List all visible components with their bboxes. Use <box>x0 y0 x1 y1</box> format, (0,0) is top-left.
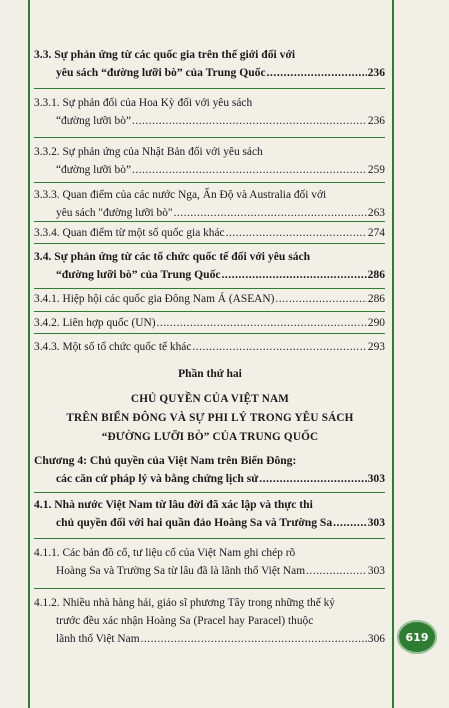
toc-entry-text: lãnh thổ Việt Nam <box>56 633 140 645</box>
toc-page-number: 236 <box>367 115 385 127</box>
toc-entry-text: 4.1.2. Nhiều nhà hàng hải, giáo sĩ phương Tây trong những thế kỷ <box>34 597 335 609</box>
dot-leader <box>226 224 367 242</box>
toc-entry-text: 3.3.4. Quan điểm từ một số quốc gia khác <box>34 227 225 239</box>
toc-page-number: 303 <box>367 565 385 577</box>
toc-entry-text: Hoàng Sa và Trường Sa từ lâu đã là lãnh thổ Việt Nam <box>56 565 306 577</box>
toc-entry-4-1[interactable] <box>34 496 385 532</box>
dot-leader <box>141 630 367 648</box>
toc-entry-text: 3.4.3. Một số tổ chức quốc tế khác <box>34 341 192 353</box>
divider <box>34 492 385 493</box>
dot-leader <box>157 314 367 332</box>
divider <box>34 221 385 222</box>
divider <box>34 137 385 138</box>
part-subtitle-line-2: TRÊN BIỂN ĐÔNG VÀ SỰ PHI LÝ TRONG YÊU SÁCH <box>66 412 354 424</box>
dot-leader <box>192 338 367 356</box>
toc-entry-text: “đường lưỡi bò” <box>56 164 132 176</box>
toc-entry-text: 3.3.1. Sự phản đối của Hoa Kỳ đối với yêu sách <box>34 97 253 109</box>
dot-leader <box>222 266 367 284</box>
toc-entry-text: 3.4.2. Liên hợp quốc (UN) <box>34 317 156 329</box>
dot-leader <box>132 161 367 179</box>
toc-entry-text: “đường lưỡi bò” của Trung Quốc <box>56 268 221 281</box>
toc-entry-3-4-1[interactable] <box>34 290 385 308</box>
dot-leader <box>275 290 366 308</box>
part-subtitle-line-3: “ĐƯỜNG LƯỠI BÒ” CỦA TRUNG QUỐC <box>101 431 319 443</box>
dot-leader <box>132 112 367 130</box>
toc-page-number: 259 <box>367 164 385 176</box>
toc-entry-text: 3.4. Sự phản ứng từ các tổ chức quốc tế đối với yêu sách <box>34 250 311 263</box>
divider <box>34 588 385 589</box>
toc-entry-text: 3.3.2. Sự phản ứng của Nhật Bản đối với yêu sách <box>34 146 263 158</box>
divider <box>34 88 385 89</box>
toc-entry-text: yêu sách “đường lưỡi bò” của Trung Quốc <box>56 66 266 79</box>
divider <box>34 243 385 244</box>
toc-page-number: 286 <box>367 268 385 281</box>
toc-entry-text: 4.1.1. Các bản đồ cổ, tư liệu cổ của Việt Nam ghi chép rõ <box>34 547 296 559</box>
dot-leader <box>174 204 367 222</box>
part-subtitle-line-1: CHỦ QUYỀN CỦA VIỆT NAM <box>130 393 290 405</box>
toc-page-number: 236 <box>367 66 385 79</box>
right-border-line <box>392 0 394 708</box>
toc-entry-3-3-3[interactable] <box>34 186 385 222</box>
toc-entry-text: chủ quyền đối với hai quần đảo Hoàng Sa và Trường Sa <box>56 516 333 529</box>
toc-entry-3-3-4[interactable] <box>34 224 385 242</box>
part-title: Phần thứ hai <box>178 368 242 380</box>
toc-entry-chapter-4[interactable] <box>34 452 385 488</box>
toc-page-number: 286 <box>367 293 385 305</box>
toc-entry-text: yêu sách "đường lưỡi bò" <box>56 207 173 219</box>
toc-entry-3-4-3[interactable] <box>34 338 385 356</box>
toc-entry-text: 3.3. Sự phản ứng từ các quốc gia trên thế giới đối với <box>34 48 296 61</box>
toc-entry-3-4[interactable] <box>34 248 385 284</box>
page-number: 619 <box>405 630 429 644</box>
page-number-badge <box>397 620 437 654</box>
toc-entry-4-1-2[interactable] <box>34 594 385 648</box>
toc-entry-3-4-2[interactable] <box>34 314 385 332</box>
toc-entry-text: “đường lưỡi bò” <box>56 115 132 127</box>
toc-entry-4-1-1[interactable] <box>34 544 385 580</box>
toc-page-number: 303 <box>367 516 385 529</box>
divider <box>34 333 385 334</box>
toc-entry-text: 4.1. Nhà nước Việt Nam từ lâu đời đã xác lập và thực thi <box>34 498 313 511</box>
toc-page-number: 263 <box>367 207 385 219</box>
left-border-line <box>28 0 30 708</box>
divider <box>34 288 385 289</box>
toc-entry-text: các căn cứ pháp lý và bằng chứng lịch sử <box>56 472 259 485</box>
toc-page-number: 293 <box>367 341 385 353</box>
dot-leader <box>267 64 367 82</box>
dot-leader <box>259 470 366 488</box>
divider <box>34 538 385 539</box>
dot-leader <box>306 562 367 580</box>
toc-entry-text: 3.3.3. Quan điểm của các nước Nga, Ấn Độ và Australia đối với <box>34 189 327 201</box>
dot-leader <box>333 514 366 532</box>
toc-page-number: 306 <box>367 633 385 645</box>
toc-entry-3-3-1[interactable] <box>34 94 385 130</box>
toc-entry-text: trước đều xác nhận Hoàng Sa (Pracel hay Paracel) thuộc <box>56 615 314 627</box>
divider <box>34 311 385 312</box>
divider <box>34 182 385 183</box>
toc-entry-3-3[interactable] <box>34 46 385 82</box>
toc-entry-text: Chương 4: Chủ quyền của Việt Nam trên Biển Đông: <box>34 454 297 467</box>
toc-page-number: 274 <box>367 227 385 239</box>
toc-page-number: 290 <box>367 317 385 329</box>
toc-entry-text: 3.4.1. Hiệp hội các quốc gia Đông Nam Á (ASEAN) <box>34 293 275 305</box>
toc-page-number: 303 <box>367 472 385 485</box>
toc-entry-3-3-2[interactable] <box>34 143 385 179</box>
